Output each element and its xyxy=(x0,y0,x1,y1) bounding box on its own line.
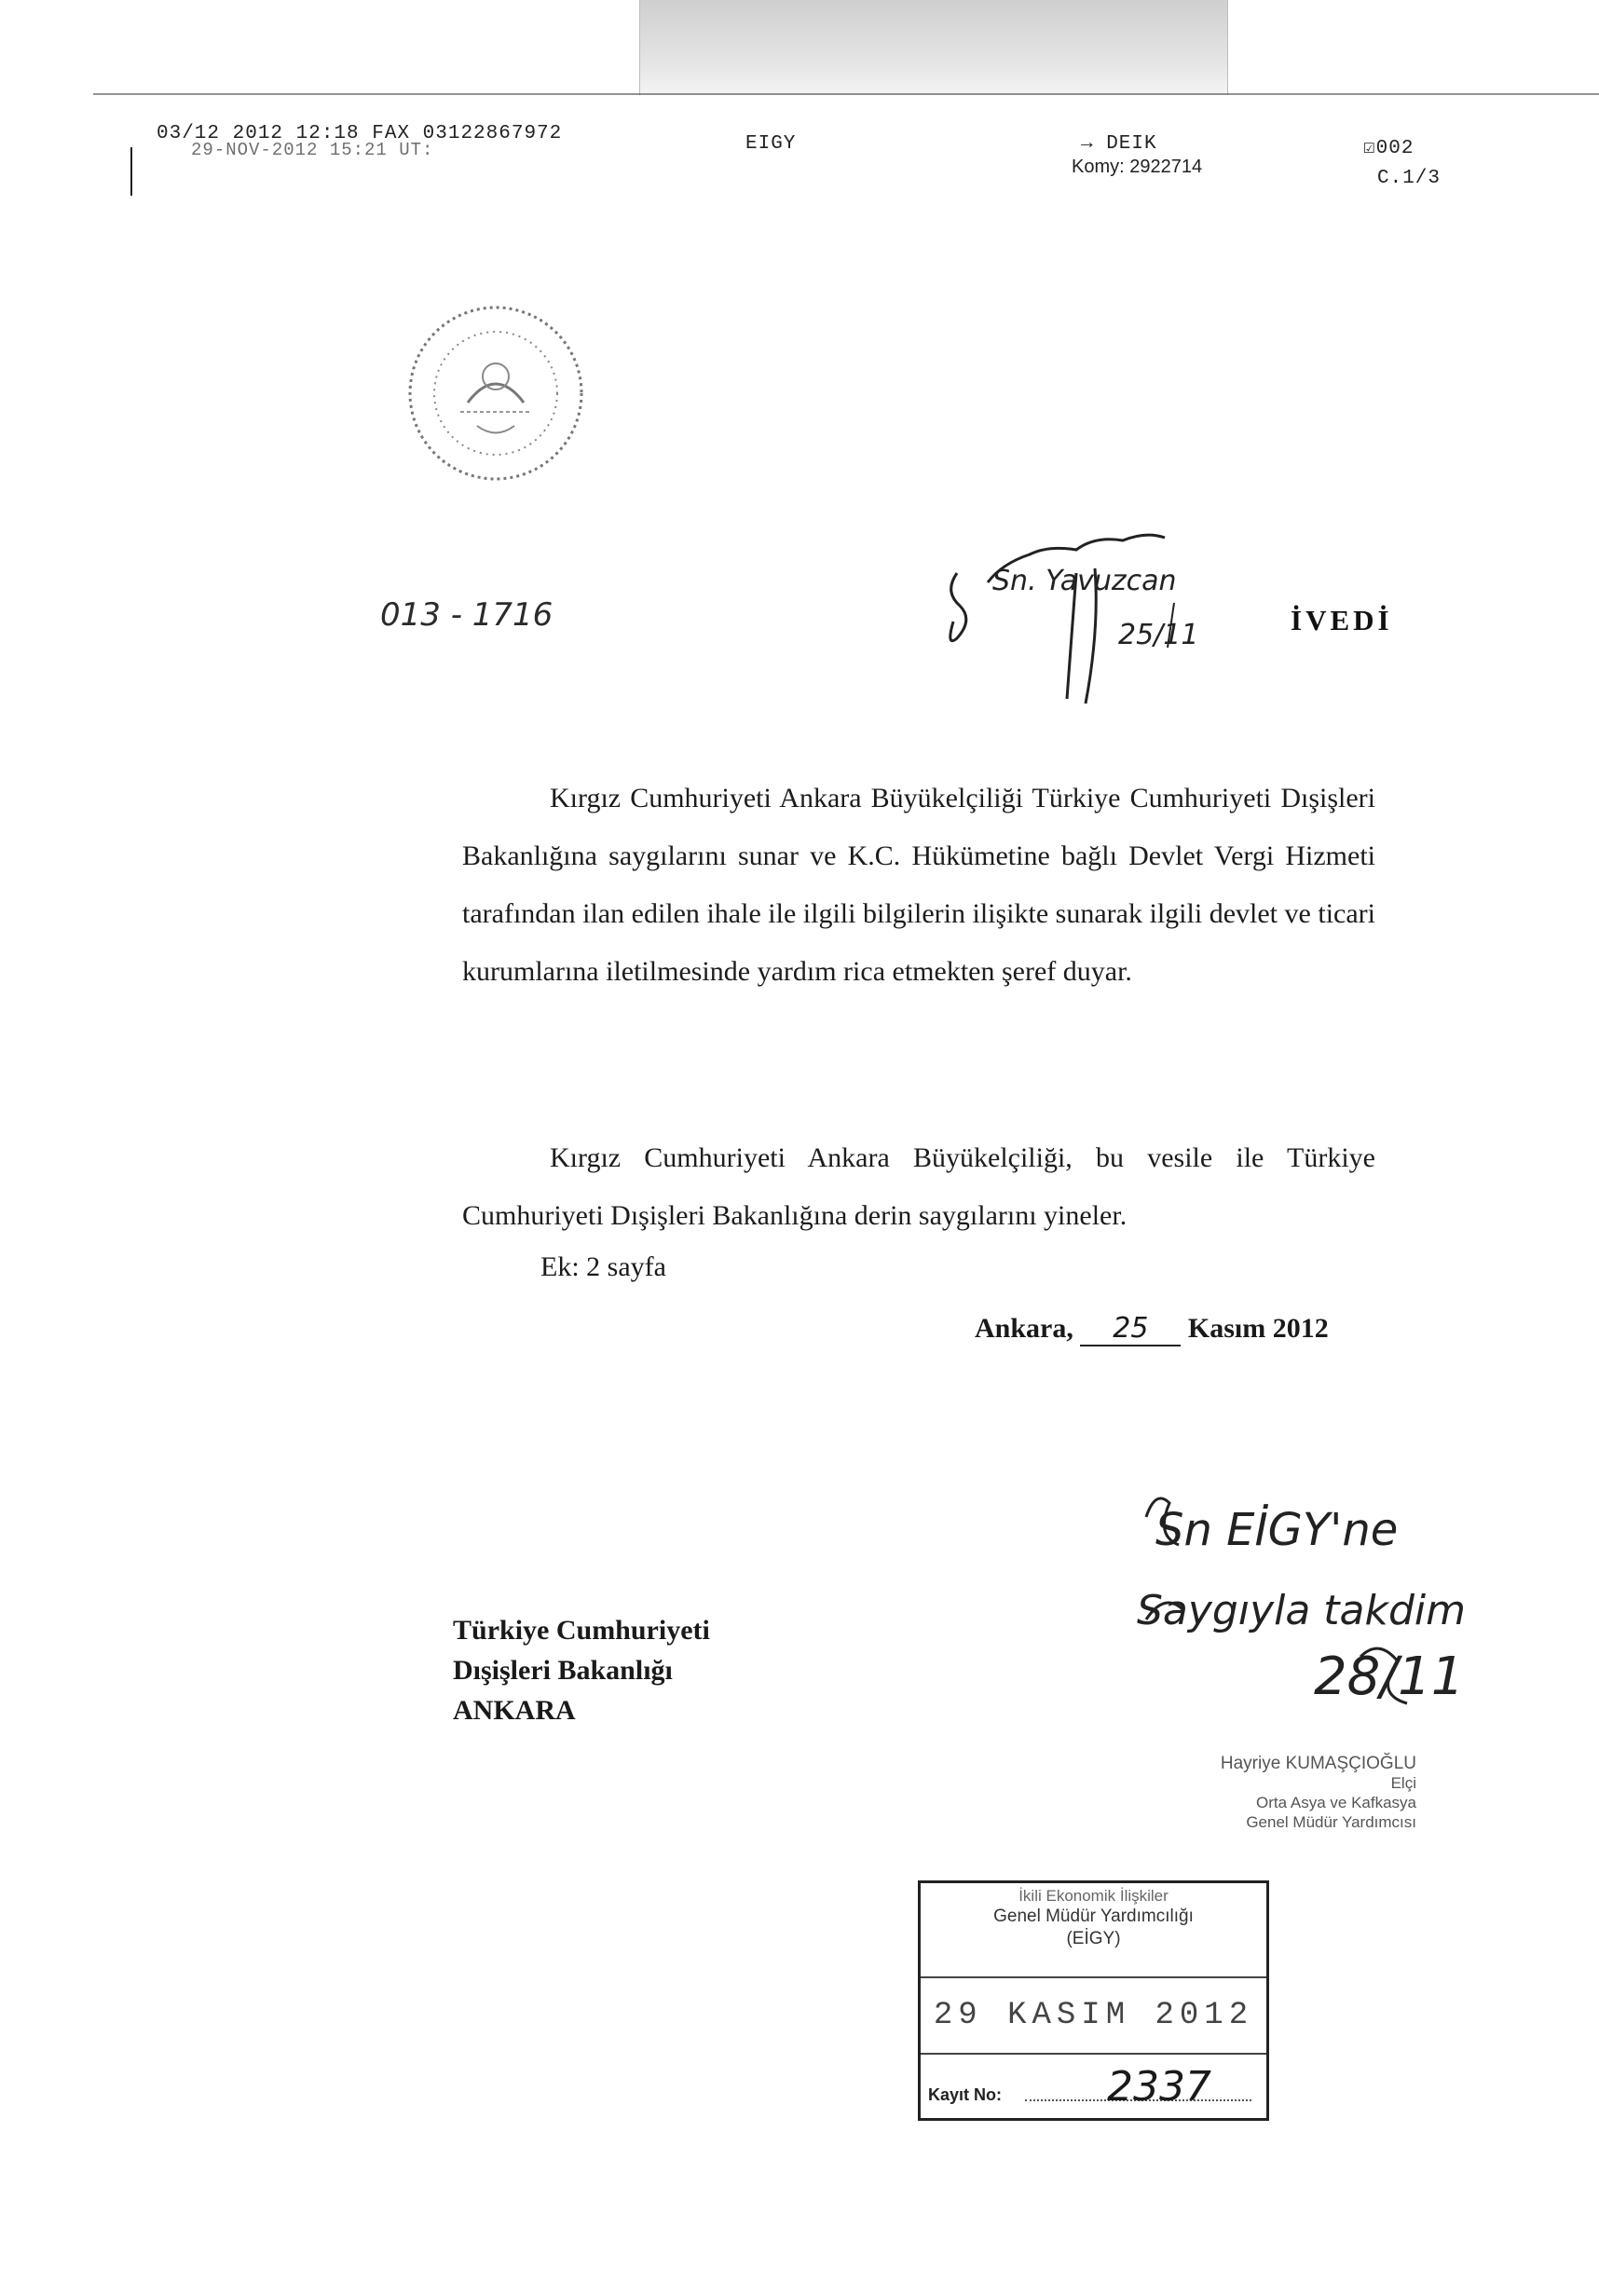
fax-recipient: → DEIK xyxy=(1081,133,1157,155)
handwritten-annotation-top xyxy=(936,517,1235,718)
fax-page-number: ☑002 xyxy=(1363,138,1414,159)
attachment-note: Ek: 2 sayfa xyxy=(540,1251,666,1282)
stamp-registry-label: Kayıt No: xyxy=(928,2085,1003,2104)
addressee-line3: ANKARA xyxy=(453,1695,576,1726)
left-margin-mark xyxy=(130,147,132,196)
urgency-label: İVEDİ xyxy=(1291,604,1393,636)
fax-komy: Komy: 2922714 xyxy=(1072,157,1203,177)
fax-continuation: C.1/3 xyxy=(1377,168,1442,189)
date-day: 25 xyxy=(1080,1312,1181,1346)
stamp-line1: İkili Ekonomik İlişkiler xyxy=(1018,1887,1168,1905)
handwritten-annotation-bottom xyxy=(1128,1470,1519,1727)
handwritten-note-line2: Saygıyla takdim xyxy=(1137,1587,1467,1634)
fax-header-line2: 29-NOV-2012 15:21 UT: xyxy=(191,140,434,160)
handwritten-addressee: Sn. Yavuzcan xyxy=(992,565,1177,597)
date-month-year: Kasım 2012 xyxy=(1187,1313,1329,1344)
signatory-position: Genel Müdür Yardımcısı xyxy=(1246,1813,1416,1831)
fax-sender: EIGY xyxy=(745,133,797,155)
stamp-line2: Genel Müdür Yardımcılığı xyxy=(993,1906,1194,1926)
place-city: Ankara, xyxy=(975,1313,1073,1344)
embassy-seal-icon xyxy=(403,300,589,486)
signature-block xyxy=(1118,1754,1416,1832)
reference-number: 013 - 1716 xyxy=(380,596,554,634)
signatory-title: Elçi xyxy=(1390,1774,1416,1792)
handwritten-note-line1: Sn EİGY'ne xyxy=(1155,1504,1399,1556)
scanner-top-strip xyxy=(639,0,1228,95)
handwritten-date: 25/11 xyxy=(1118,619,1199,651)
signatory-name: Hayriye KUMAŞÇIOĞLU xyxy=(1220,1754,1416,1773)
addressee-line2: Dışişleri Bakanlığı xyxy=(453,1655,673,1686)
addressee-line1: Türkiye Cumhuriyeti xyxy=(453,1615,710,1646)
receipt-stamp xyxy=(918,1880,1269,2121)
stamp-date: 29 KASIM 2012 xyxy=(921,1976,1266,2055)
handwritten-note-date: 28/11 xyxy=(1314,1647,1465,1707)
body-paragraph-2: Kırgız Cumhuriyeti Ankara Büyükelçiliği, bu vesile ile Türkiye Cumhuriyeti Dışişleri Bakanlığına derin saygılarını yineler. xyxy=(462,1142,1375,1231)
stamp-registry-number: 2337 xyxy=(1107,2063,1211,2111)
page-top-edge xyxy=(93,93,1599,95)
fax-header-line1: 03/12 2012 12:18 FAX 03122867972 xyxy=(157,123,563,144)
body-paragraph-1: Kırgız Cumhuriyeti Ankara Büyükelçiliği Türkiye Cumhuriyeti Dışişleri Bakanlığına saygılarını sunar ve K.C. Hükümetine bağlı Devlet Vergi Hizmeti tarafından ilan edilen ihale ile ilgili bilgilerin ilişikte sunarak ilgili devlet ve ticari kurumlarına iletilmesinde yardım rica etmekten şeref duyar. xyxy=(462,783,1375,987)
place-date xyxy=(975,1312,1329,1346)
stamp-line3: (EİGY) xyxy=(1066,1929,1121,1948)
signatory-dept: Orta Asya ve Kafkasya xyxy=(1256,1794,1416,1811)
